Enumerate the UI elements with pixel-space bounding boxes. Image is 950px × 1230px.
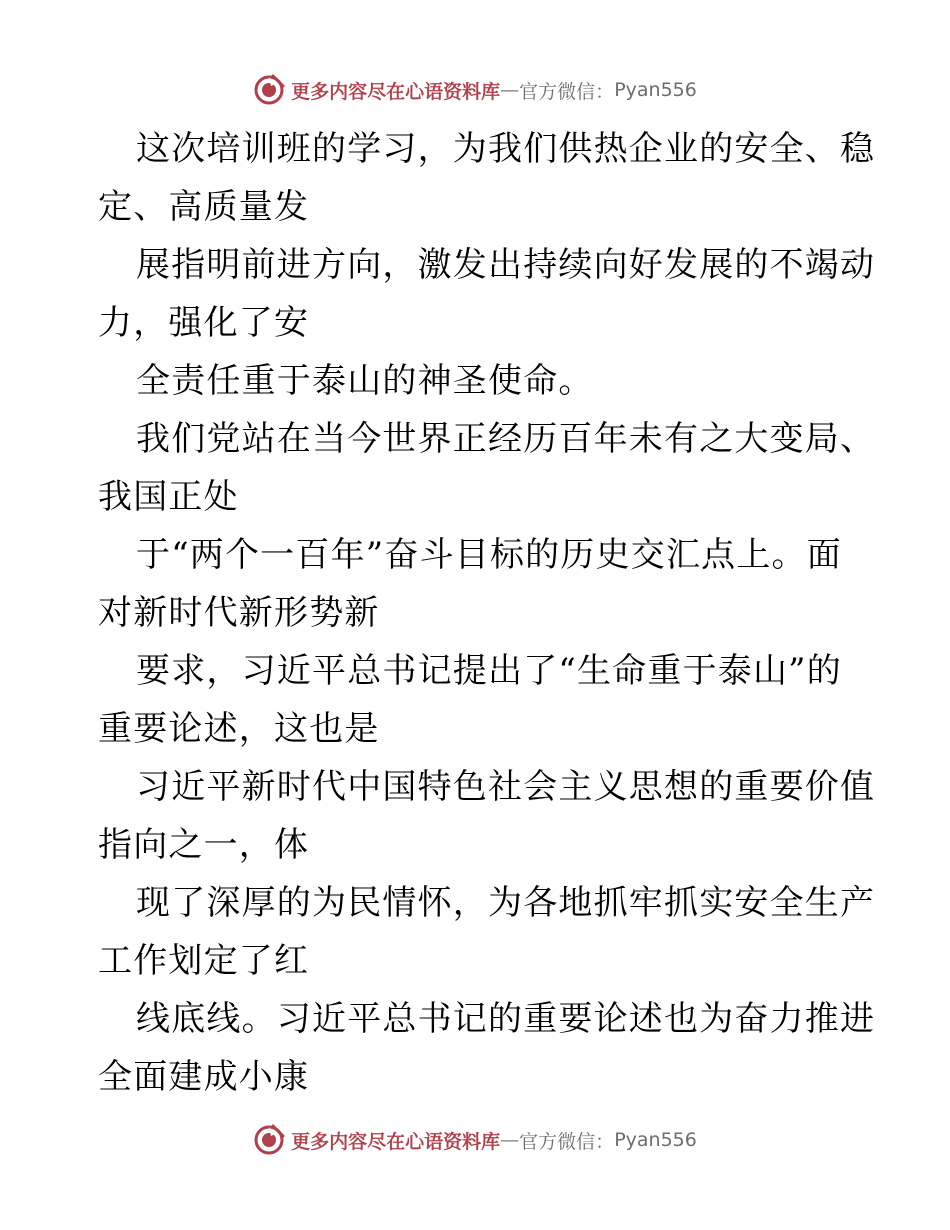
banner-wechat-label: 官方微信： xyxy=(519,80,615,103)
paragraph-line: 重要论述，这也是 xyxy=(98,709,380,749)
banner-wechat-label: 官方微信： xyxy=(519,1130,615,1153)
paragraph-line: 定、高质量发 xyxy=(98,187,310,227)
banner-wechat-id: Pyan556 xyxy=(614,1129,697,1151)
paragraph-line: 展指明前进方向，激发出持续向好发展的不竭动 xyxy=(136,245,876,285)
paragraph-line: 力，强化了安 xyxy=(98,303,310,343)
header-banner xyxy=(0,70,950,110)
paragraph-line: 线底线。习近平总书记的重要论述也为奋力推进 xyxy=(136,999,876,1039)
paragraph-line: 工作划定了红 xyxy=(98,941,310,981)
paragraph-line: 现了深厚的为民情怀，为各地抓牢抓实安全生产 xyxy=(136,883,876,923)
document-body xyxy=(98,120,876,1106)
banner-site-text: 更多内容尽在心语资料库 xyxy=(291,80,501,103)
banner-site-text: 更多内容尽在心语资料库 xyxy=(291,1130,501,1153)
banner-dash: — xyxy=(500,79,520,101)
banner-wechat-id: Pyan556 xyxy=(614,79,697,101)
paragraph-line: 要求，习近平总书记提出了“生命重于泰山”的 xyxy=(136,651,842,691)
footer-banner xyxy=(0,1120,950,1160)
paragraph-line: 对新时代新形势新 xyxy=(98,593,380,633)
paragraph-line: 全面建成小康 xyxy=(98,1057,310,1097)
paragraph-line: 这次培训班的学习，为我们供热企业的安全、稳 xyxy=(136,129,876,169)
logo-icon xyxy=(253,74,285,106)
paragraph-line: 我国正处 xyxy=(98,477,239,517)
paragraph-line: 习近平新时代中国特色社会主义思想的重要价值 xyxy=(136,767,876,807)
paragraph-line: 我们党站在当今世界正经历百年未有之大变局、 xyxy=(136,419,876,459)
paragraph-line: 于“两个一百年”奋斗目标的历史交汇点上。面 xyxy=(136,535,842,575)
paragraph-line: 全责任重于泰山的神圣使命。 xyxy=(136,361,594,401)
logo-icon xyxy=(253,1124,285,1156)
paragraph-line: 指向之一，体 xyxy=(98,825,310,865)
banner-dash: — xyxy=(500,1129,520,1151)
